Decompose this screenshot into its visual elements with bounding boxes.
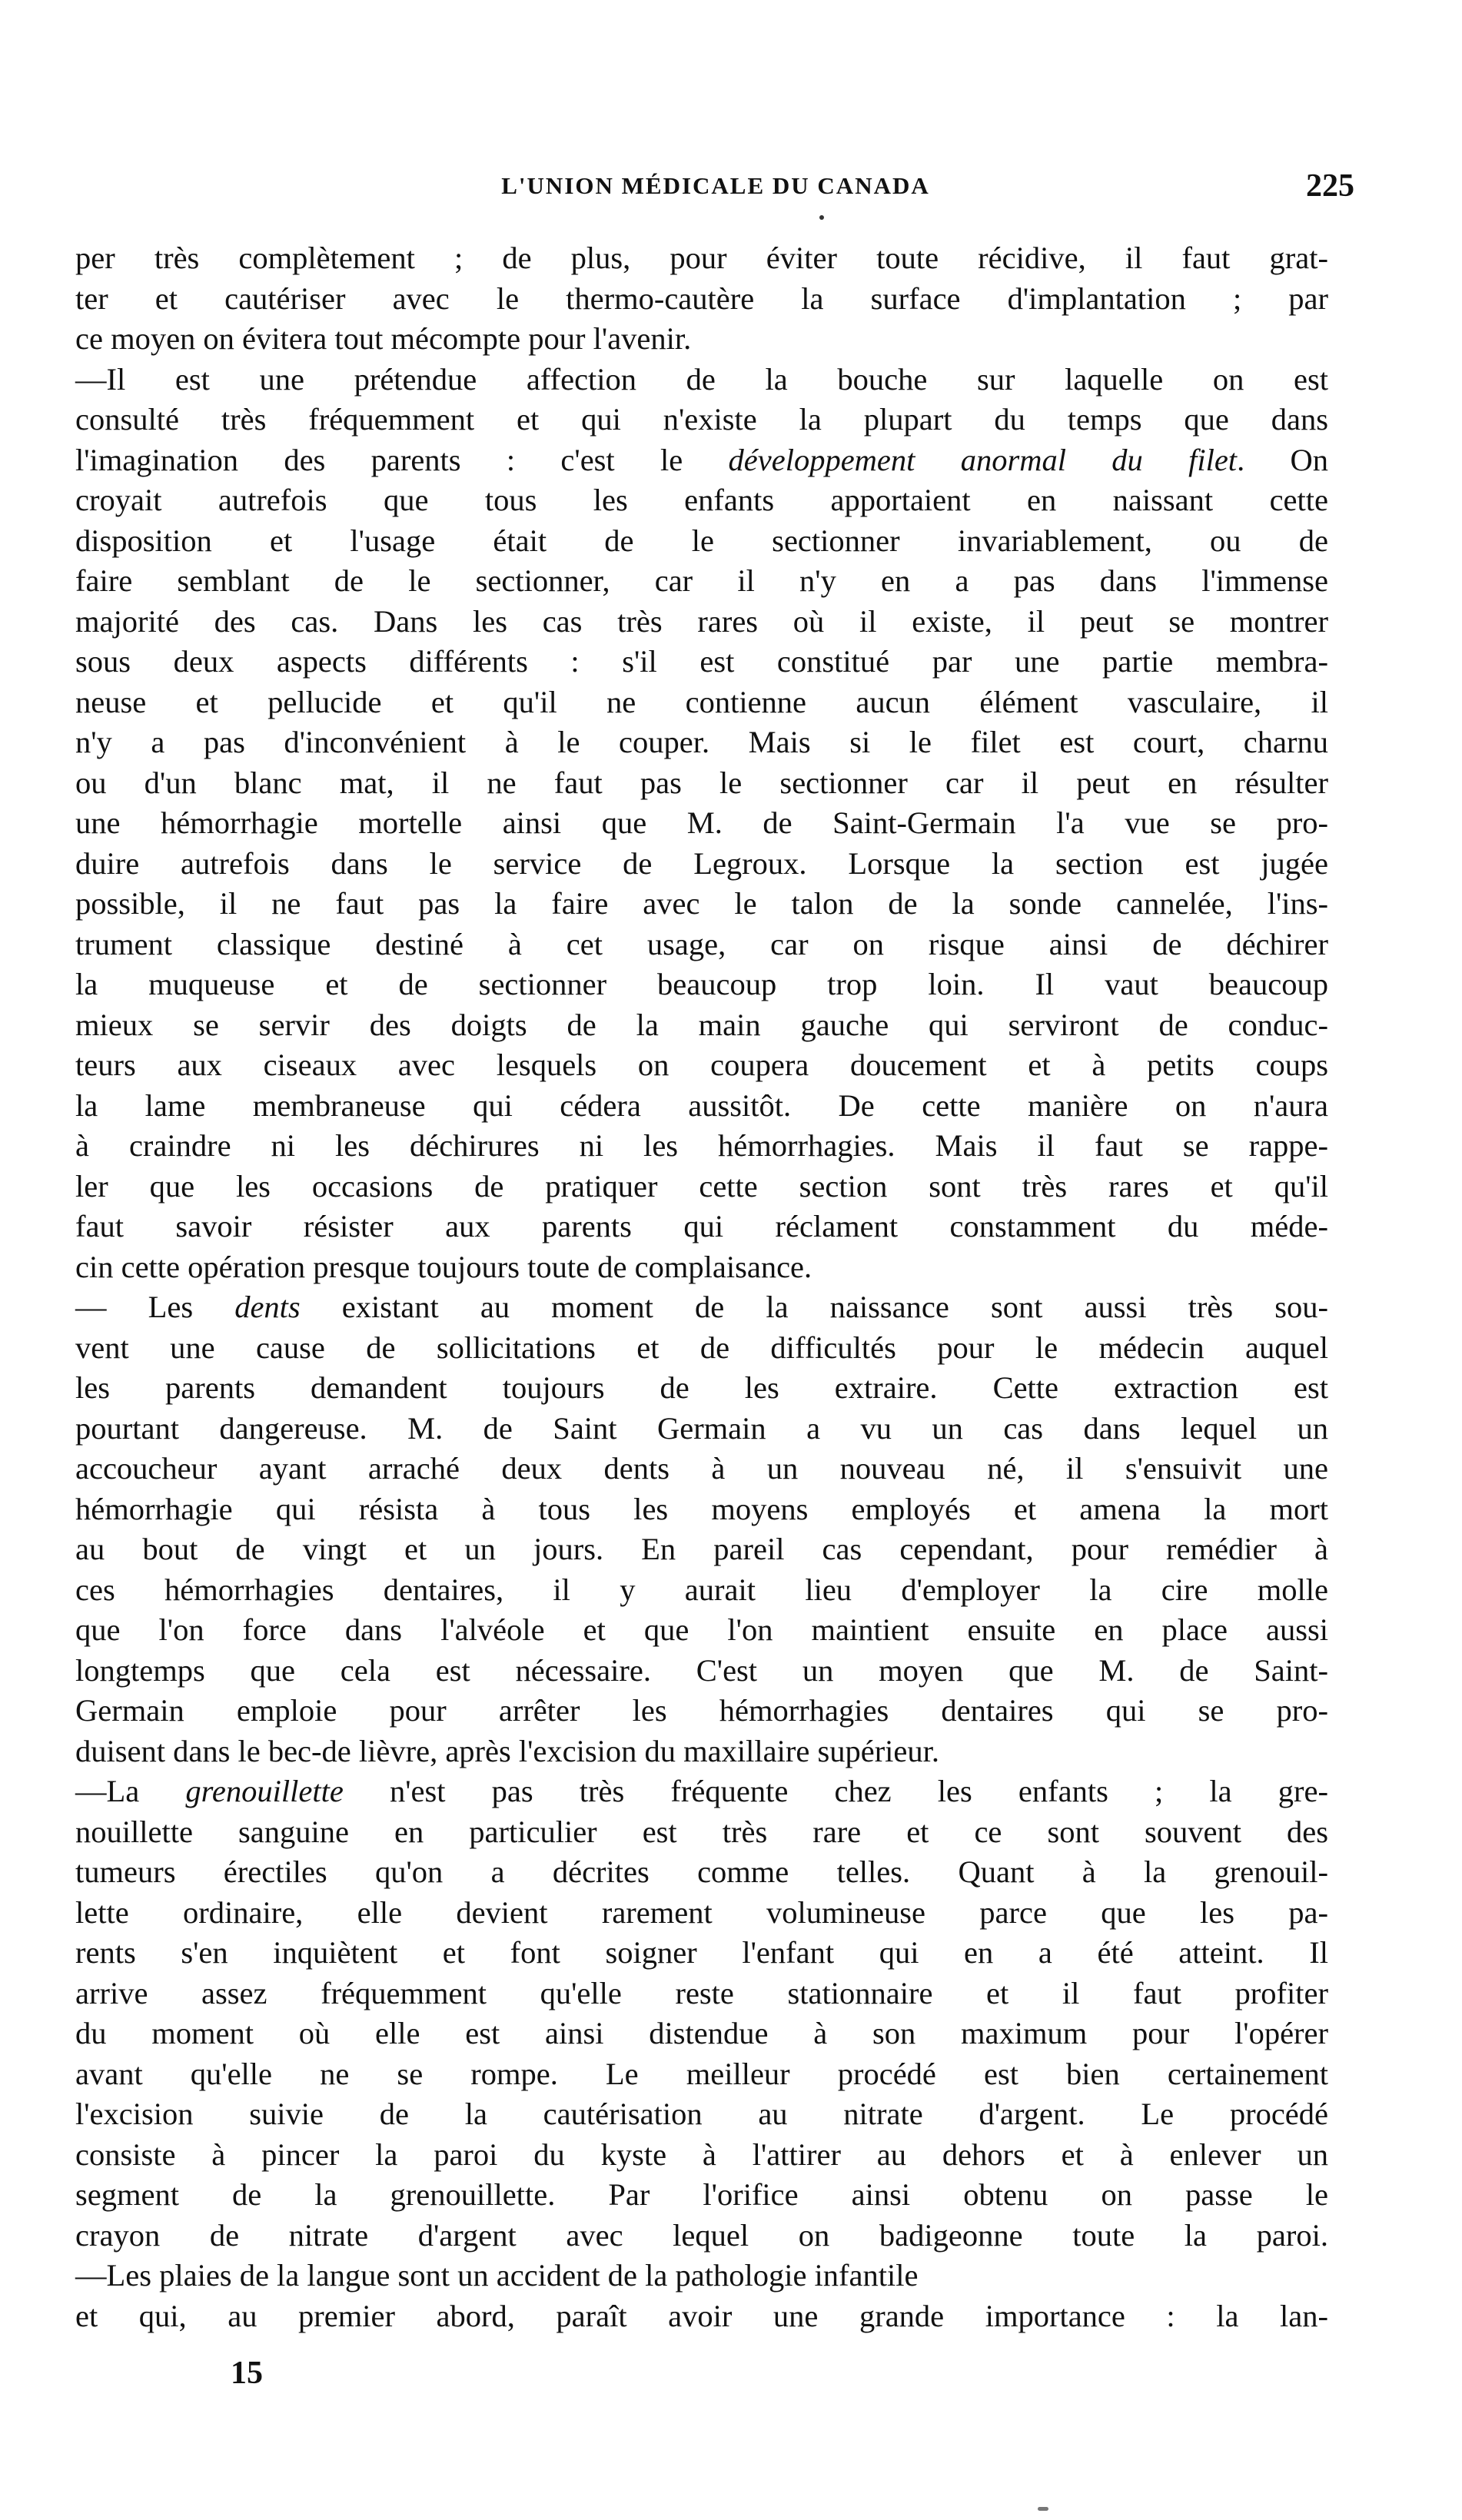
text-line: tumeurs érectiles qu'on a décrites comme telles. Quant à la grenouil-: [75, 1854, 1328, 1889]
ink-dot: [819, 215, 824, 220]
text-line: hémorrhagie qui résista à tous les moyens employés et amena la mort: [75, 1491, 1328, 1526]
text-line: ou d'un blanc mat, il ne faut pas le sectionner car il peut en résulter: [75, 765, 1328, 800]
text-line: sous deux aspects différents : s'il est constitué par une partie membra-: [75, 644, 1328, 679]
text-line: neuse et pellucide et qu'il ne contienne aucun élément vasculaire, il: [75, 684, 1328, 719]
text-line: que l'on force dans l'alvéole et que l'on maintient ensuite en place aussi: [75, 1612, 1328, 1647]
text-line: majorité des cas. Dans les cas très rares où il existe, il peut se montrer: [75, 603, 1328, 639]
text-line: faut savoir résister aux parents qui réclament constamment du méde-: [75, 1209, 1328, 1243]
text-line: teurs aux ciseaux avec lesquels on coupera doucement et à petits coups: [75, 1048, 1328, 1082]
text-line: pourtant dangereuse. M. de Saint Germain a vu un cas dans lequel un: [75, 1410, 1328, 1446]
text-line: ter et cautériser avec le thermo-cautère la surface d'implantation ; par: [75, 281, 1328, 316]
text-line: nouillette sanguine en particulier est très rare et ce sont souvent des: [75, 1814, 1328, 1849]
text-line: au bout de vingt et un jours. En pareil cas cependant, pour remédier à: [75, 1532, 1328, 1566]
text-line: mieux se servir des doigts de la main gauche qui serviront de conduc-: [75, 1007, 1328, 1042]
text-line: avant qu'elle ne se rompe. Le meilleur procédé est bien certainement: [75, 2056, 1328, 2091]
text-line: la muqueuse et de sectionner beaucoup trop loin. Il vaut beaucoup: [75, 967, 1328, 1001]
text-line: consulté très fréquemment et qui n'existe la plupart du temps que dans: [75, 402, 1328, 437]
text-line: à craindre ni les déchirures ni les hémorrhagies. Mais il faut se rappe-: [75, 1128, 1328, 1163]
text-line: du moment où elle est ainsi distendue à son maximum pour l'opérer: [75, 2016, 1328, 2050]
text-line: Germain emploie pour arrêter les hémorrhagies dentaires qui se pro-: [75, 1693, 1328, 1728]
text-line: lette ordinaire, elle devient rarement volumineuse parce que les pa-: [75, 1894, 1328, 1930]
body-text: [75, 238, 1328, 2336]
text-line: une hémorrhagie mortelle ainsi que M. de Saint-Germain l'a vue se pro-: [75, 805, 1328, 840]
italic-term: développement anormal du filet: [728, 442, 1238, 477]
text-line: —Les plaies de la langue sont un accident de la pathologie infantile: [75, 2258, 919, 2293]
text-line: —Il est une prétendue affection de la bouche sur laquelle on est: [75, 361, 1328, 397]
text-line: ces hémorrhagies dentaires, il y aurait lieu d'employer la cire molle: [75, 1572, 1328, 1607]
text-line: faire semblant de le sectionner, car il n'y en a pas dans l'immense: [75, 563, 1328, 598]
text-line: l'excision suivie de la cautérisation au nitrate d'argent. Le procédé: [75, 2097, 1328, 2131]
text-line: ler que les occasions de pratiquer cette section sont très rares et qu'il: [75, 1168, 1328, 1204]
text-line: vent une cause de sollicitations et de difficultés pour le médecin auquel: [75, 1330, 1328, 1365]
journal-title: L'UNION MÉDICALE DU CANADA: [501, 172, 930, 199]
text-line: et qui, au premier abord, paraît avoir une grande importance : la lan-: [75, 2298, 1328, 2333]
italic-term: dents: [234, 1290, 301, 1324]
text-line: disposition et l'usage était de le sectionner invariablement, ou de: [75, 523, 1328, 558]
text-line: consiste à pincer la paroi du kyste à l'attirer au dehors et à enlever un: [75, 2137, 1328, 2172]
text-line: les parents demandent toujours de les extraire. Cette extraction est: [75, 1370, 1328, 1405]
text-line: crayon de nitrate d'argent avec lequel on badigeonne toute la paroi.: [75, 2217, 1328, 2253]
text-line: per très complètement ; de plus, pour éviter toute récidive, il faut grat-: [75, 241, 1328, 275]
text-line: segment de la grenouillette. Par l'orifice ainsi obtenu on passe le: [75, 2177, 1328, 2212]
text-line: ce moyen on évitera tout mécompte pour l'avenir.: [75, 321, 692, 356]
text-line: trument classique destiné à cet usage, car on risque ainsi de déchirer: [75, 926, 1328, 961]
running-head: [77, 168, 1354, 206]
page-number: 225: [1306, 168, 1354, 204]
text-line: cin cette opération presque toujours toute de complaisance.: [75, 1249, 812, 1284]
text-line: croyait autrefois que tous les enfants apportaient en naissant cette: [75, 483, 1328, 517]
paper-speck: [1038, 2507, 1048, 2511]
text-line: la lame membraneuse qui cédera aussitôt. De cette manière on n'aura: [75, 1087, 1328, 1123]
text-line: accoucheur ayant arraché deux dents à un nouveau né, il s'ensuivit une: [75, 1451, 1328, 1486]
text-line: l'imagination des parents : c'est le développement anormal du filet. On: [75, 442, 1328, 477]
text-line: rents s'en inquiètent et font soigner l'enfant qui en a été atteint. Il: [75, 1935, 1328, 1970]
text-line: arrive assez fréquemment qu'elle reste stationnaire et il faut profiter: [75, 1975, 1328, 2010]
italic-term: grenouillette: [185, 1774, 344, 1808]
text-line: n'y a pas d'inconvénient à le couper. Mais si le filet est court, charnu: [75, 725, 1328, 759]
text-line: possible, il ne faut pas la faire avec le talon de la sonde cannelée, l'ins-: [75, 886, 1328, 921]
text-line: duire autrefois dans le service de Legroux. Lorsque la section est jugée: [75, 845, 1328, 881]
text-line: —La grenouillette n'est pas très fréquente chez les enfants ; la gre-: [75, 1774, 1329, 1808]
text-line: duisent dans le bec-de lièvre, après l'excision du maxillaire supérieur.: [75, 1733, 940, 1768]
text-line: — Les dents existant au moment de la naissance sont aussi très sou-: [75, 1290, 1328, 1324]
text-line: longtemps que cela est nécessaire. C'est un moyen que M. de Saint-: [75, 1652, 1328, 1688]
signature-mark: 15: [231, 2356, 263, 2391]
